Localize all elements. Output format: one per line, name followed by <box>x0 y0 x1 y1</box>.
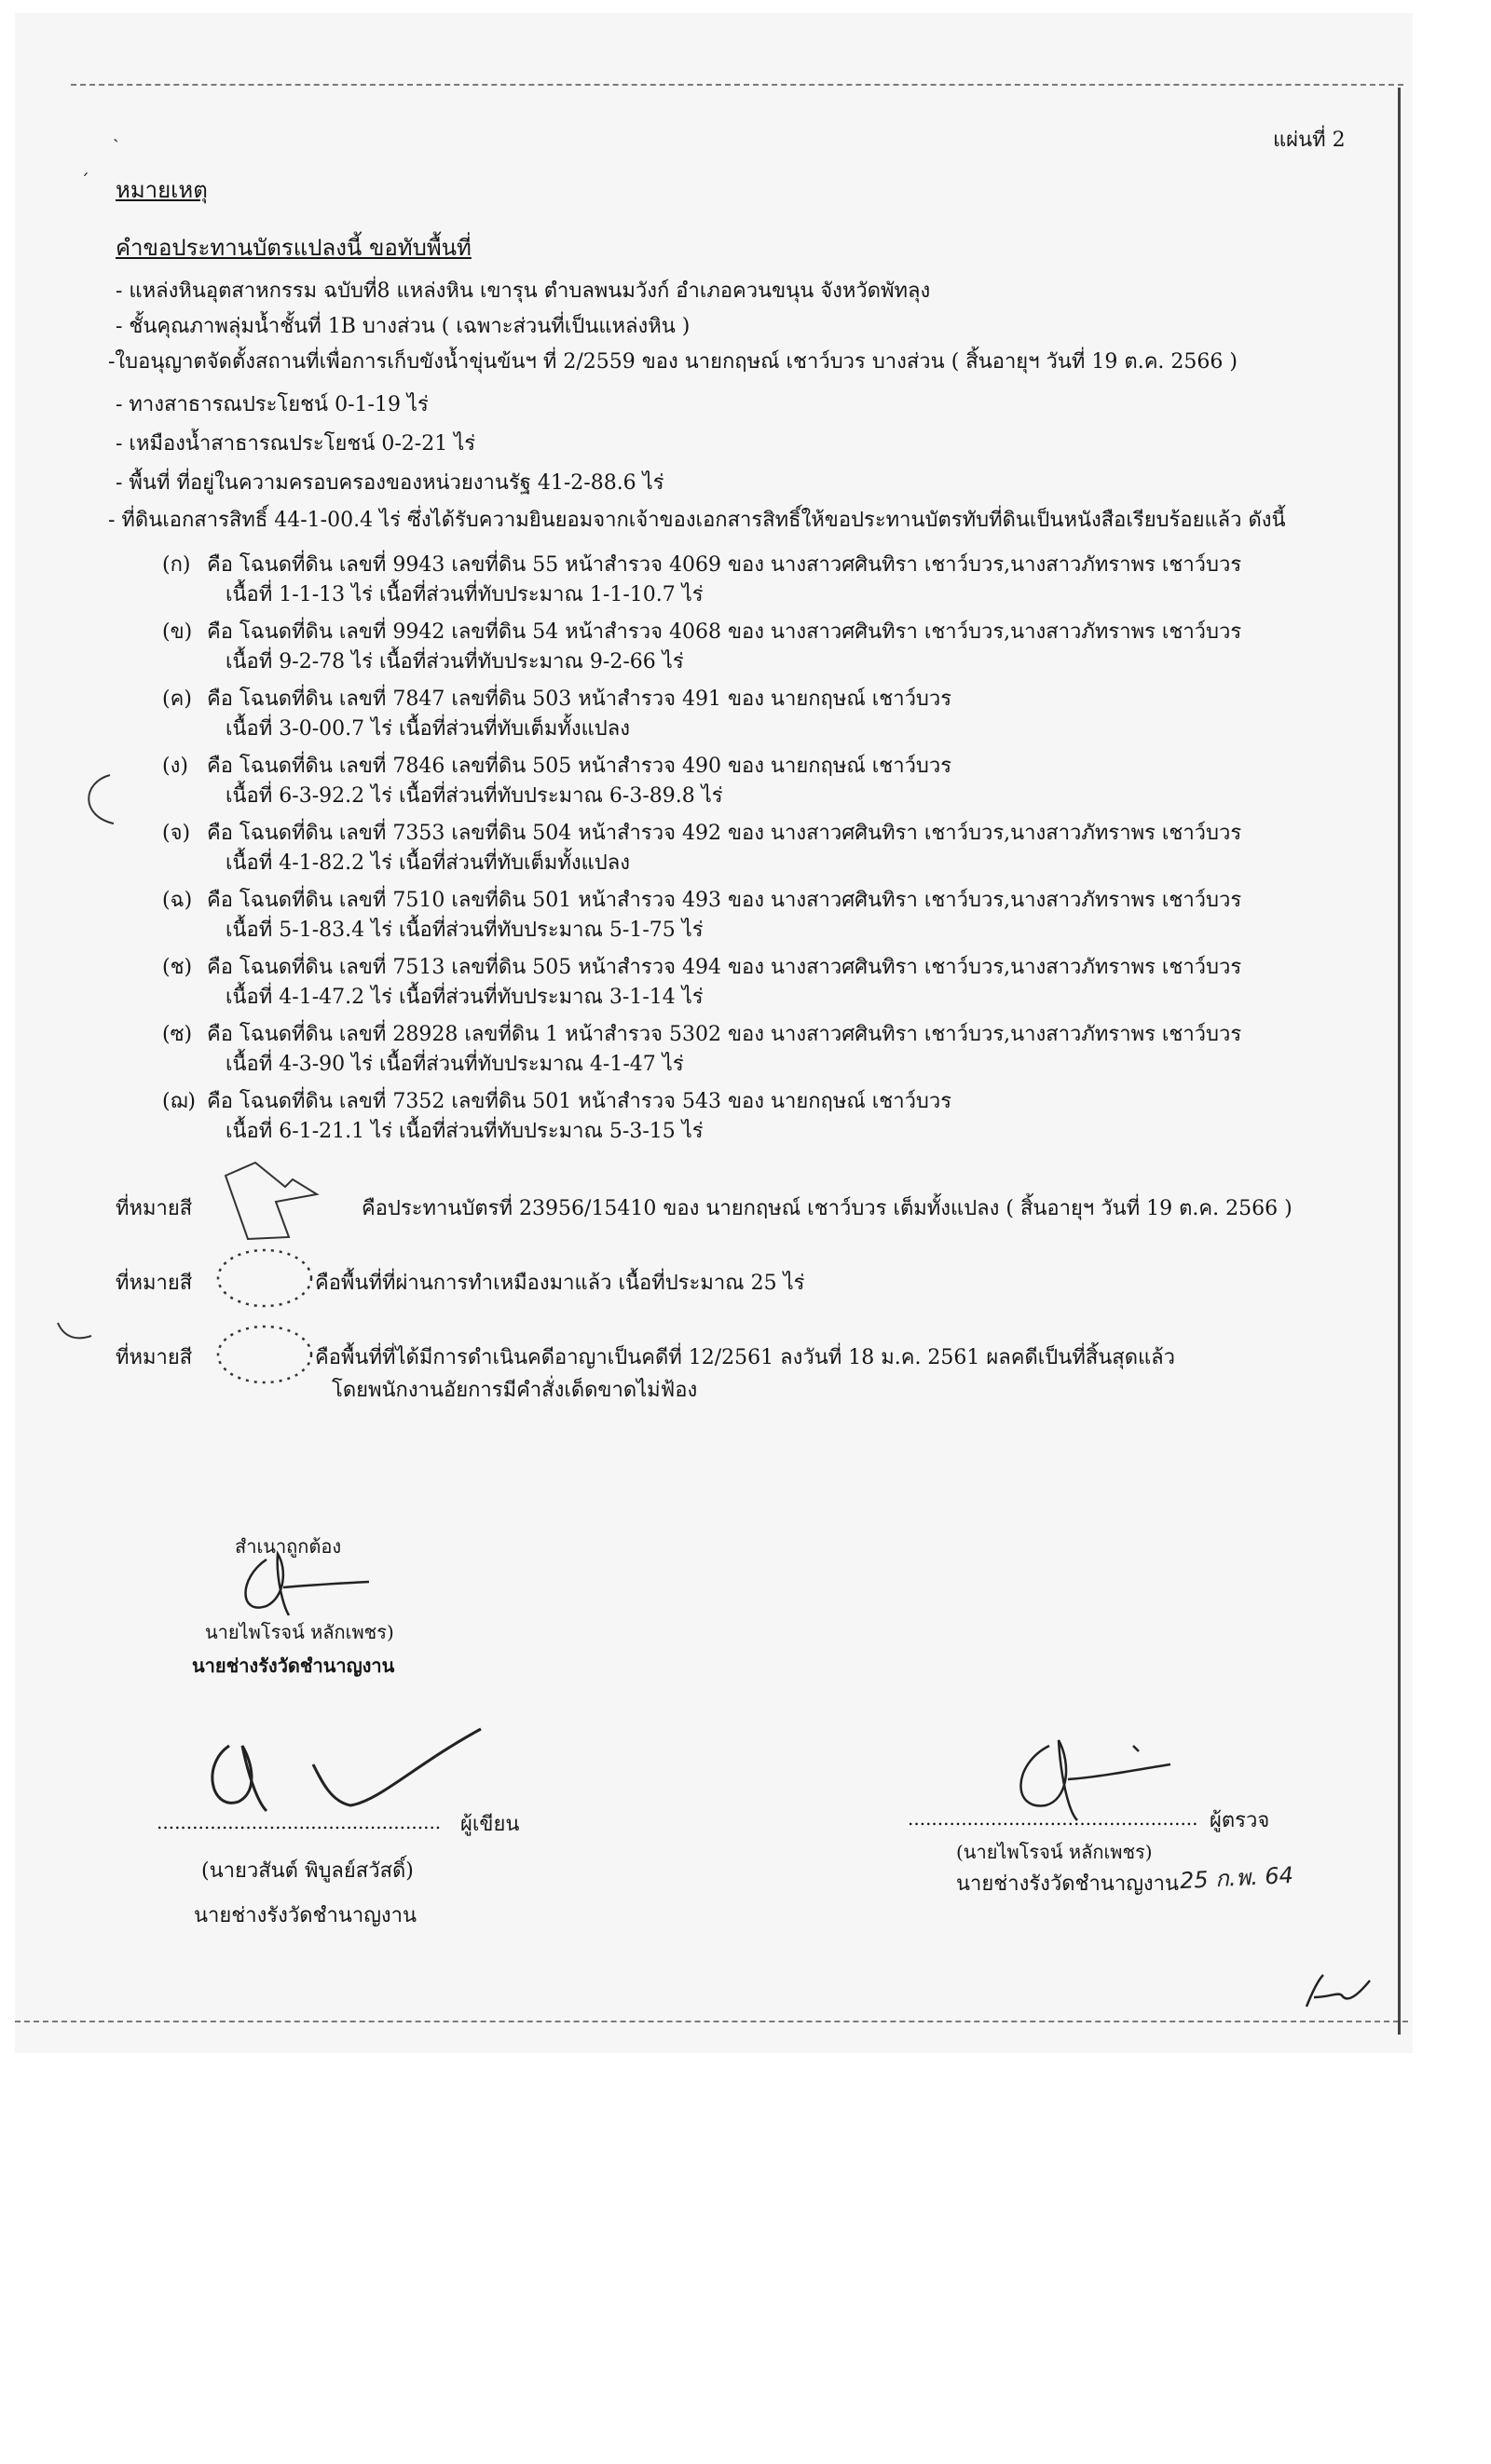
legend-label: ที่หมายสี <box>116 1346 193 1369</box>
overlap-item: -ใบอนุญาตจัดตั้งสถานที่เพื่อการเก็บขังน้ำขุ่นข้นฯ ที่ 2/2559 ของ นายกฤษณ์ เชาว์บวร บางส่วน ( สิ้นอายุฯ วันที่ 19 ต.ค. 2566 ) <box>108 350 1238 374</box>
scanned-document-page <box>15 13 1413 2053</box>
margin-bracket-mark <box>73 769 119 835</box>
mined-area-dotted-symbol <box>211 1241 322 1315</box>
certify-name: นายไพโรจน์ หลักเพชร) <box>205 1621 394 1643</box>
parcel-area: เนื้อที่ 3-0-00.7 ไร่ เนื้อที่ส่วนที่ทับเต็มทั้งแปลง <box>226 717 630 741</box>
initials-mark <box>1301 1969 1375 2016</box>
parcel-area: เนื้อที่ 6-1-21.1 ไร่ เนื้อที่ส่วนที่ทับประมาณ 5-3-15 ไร่ <box>226 1120 704 1143</box>
overlap-item: - ที่ดินเอกสารสิทธิ์ 44-1-00.4 ไร่ ซึ่งได้รับความยินยอมจากเจ้าของเอกสารสิทธิ์ให้ขอประทานบัตรทับที่ดินเป็นหนังสือเรียบร้อยแล้ว ดังนี้ <box>108 509 1286 532</box>
parcel-area: เนื้อที่ 5-1-83.4 ไร่ เนื้อที่ส่วนที่ทับประมาณ 5-1-75 ไร่ <box>226 919 704 942</box>
writer-name: (นายวสันต์ พิบูลย์สวัสดิ์) <box>201 1859 414 1883</box>
overlap-item: - แหล่งหินอุตสาหกรรม ฉบับที่8 แหล่งหิน เขารุน ตำบลพนมวังก์ อำเภอควนขนุน จังหวัดพัทลุง <box>116 279 931 303</box>
certify-label: สำเนาถูกต้อง <box>235 1535 342 1558</box>
legend-label: ที่หมายสี <box>116 1197 193 1220</box>
legend-text: คือพื้นที่ที่ผ่านการทำเหมืองมาแล้ว เนื้อที่ประมาณ 25 ไร่ <box>315 1272 805 1295</box>
writer-dotted-line: ................................................ <box>157 1811 442 1833</box>
page-number: แผ่นที่ 2 <box>1273 129 1346 152</box>
parcel-area: เนื้อที่ 6-3-92.2 ไร่ เนื้อที่ส่วนที่ทับประมาณ 6-3-89.8 ไร่ <box>226 784 723 808</box>
parcel-line: คือ โฉนดที่ดิน เลขที่ 7847 เลขที่ดิน 503 หน้าสำรวจ 491 ของ นายกฤษณ์ เชาว์บวร <box>207 687 952 711</box>
legend-text: คือประทานบัตรที่ 23956/15410 ของ นายกฤษณ์ เชาว์บวร เต็มทั้งแปลง ( สิ้นอายุฯ วันที่ 19 ต.ค. 2566 ) <box>362 1197 1293 1220</box>
writer-role: ผู้เขียน <box>460 1813 520 1836</box>
parcel-line: คือ โฉนดที่ดิน เลขที่ 7513 เลขที่ดิน 505 หน้าสำรวจ 494 ของ นางสาวศศินทิรา เชาว์บวร,นางสาวภัทราพร เชาว์บวร <box>207 956 1242 979</box>
parcel-mark: (ก) <box>162 553 191 577</box>
parcel-mark: (จ) <box>162 822 191 845</box>
checker-dotted-line: ................................................. <box>908 1807 1198 1830</box>
parcel-area: เนื้อที่ 4-1-47.2 ไร่ เนื้อที่ส่วนที่ทับประมาณ 3-1-14 ไร่ <box>226 986 704 1009</box>
case-area-dotted-symbol <box>211 1317 322 1392</box>
parcel-area: เนื้อที่ 1-1-13 ไร่ เนื้อที่ส่วนที่ทับประมาณ 1-1-10.7 ไร่ <box>226 583 704 606</box>
parcel-line: คือ โฉนดที่ดิน เลขที่ 28928 เลขที่ดิน 1 หน้าสำรวจ 5302 ของ นางสาวศศินทิรา เชาว์บวร,นางสาวภัทราพร เชาว์บวร <box>207 1023 1242 1046</box>
checker-title: นายช่างรังวัดชำนาญงาน <box>956 1872 1180 1896</box>
margin-check-mark <box>52 1317 99 1355</box>
concession-polygon-symbol <box>220 1159 322 1243</box>
parcel-mark: (ค) <box>162 687 192 711</box>
parcel-line: คือ โฉนดที่ดิน เลขที่ 7353 เลขที่ดิน 504 หน้าสำรวจ 492 ของ นางสาวศศินทิรา เชาว์บวร,นางสาวภัทราพร เชาว์บวร <box>207 822 1242 845</box>
parcel-mark: (ช) <box>162 956 193 979</box>
overlap-item: - เหมืองน้ำสาธารณประโยชน์ 0-2-21 ไร่ <box>116 432 476 456</box>
parcel-line: คือ โฉนดที่ดิน เลขที่ 9943 เลขที่ดิน 55 หน้าสำรวจ 4069 ของ นางสาวศศินทิรา เชาว์บวร,นางสาวภัทราพร เชาว์บวร <box>207 553 1242 577</box>
parcel-mark: (ซ) <box>162 1023 193 1046</box>
writer-title: นายช่างรังวัดชำนาญงาน <box>194 1904 417 1927</box>
right-scan-edge <box>1398 88 1401 2035</box>
top-scan-edge <box>71 84 1403 86</box>
parcel-line: คือ โฉนดที่ดิน เลขที่ 7846 เลขที่ดิน 505 หน้าสำรวจ 490 ของ นายกฤษณ์ เชาว์บวร <box>207 755 952 778</box>
bottom-scan-edge <box>15 2021 1408 2022</box>
stray-mark: ˊ <box>80 170 89 192</box>
parcel-line: คือ โฉนดที่ดิน เลขที่ 7510 เลขที่ดิน 501 หน้าสำรวจ 493 ของ นางสาวศศินทิรา เชาว์บวร,นางสาวภัทราพร เชาว์บวร <box>207 889 1242 912</box>
overlap-item: - พื้นที่ ที่อยู่ในความครอบครองของหน่วยงานรัฐ 41-2-88.6 ไร่ <box>116 471 664 495</box>
parcel-mark: (ฉ) <box>162 889 193 912</box>
stray-mark: ˎ <box>113 120 119 143</box>
parcel-area: เนื้อที่ 4-1-82.2 ไร่ เนื้อที่ส่วนที่ทับเต็มทั้งแปลง <box>226 851 630 875</box>
parcel-mark: (ฌ) <box>162 1090 196 1113</box>
request-heading: คำขอประทานบัตรแปลงนี้ ขอทับพื้นที่ <box>116 235 472 261</box>
checker-handwritten-date: 25 ก.พ. 64 <box>1179 1861 1294 1895</box>
parcel-line: คือ โฉนดที่ดิน เลขที่ 9942 เลขที่ดิน 54 หน้าสำรวจ 4068 ของ นางสาวศศินทิรา เชาว์บวร,นางสาวภัทราพร เชาว์บวร <box>207 620 1242 644</box>
certify-title: นายช่างรังวัดชำนาญงาน <box>192 1654 395 1677</box>
legend-text: คือพื้นที่ที่ได้มีการดำเนินคดีอาญาเป็นคดีที่ 12/2561 ลงวันที่ 18 ม.ค. 2561 ผลคดีเป็นที่สิ้นสุดแล้ว <box>315 1346 1176 1369</box>
notes-heading: หมายเหตุ <box>116 177 208 203</box>
parcel-area: เนื้อที่ 4-3-90 ไร่ เนื้อที่ส่วนที่ทับประมาณ 4-1-47 ไร่ <box>226 1053 684 1076</box>
legend-text-continued: โดยพนักงานอัยการมีคำสั่งเด็ดขาดไม่ฟ้อง <box>332 1379 698 1402</box>
parcel-mark: (ข) <box>162 620 193 644</box>
parcel-area: เนื้อที่ 9-2-78 ไร่ เนื้อที่ส่วนที่ทับประมาณ 9-2-66 ไร่ <box>226 650 684 674</box>
overlap-item: - ทางสาธารณประโยชน์ 0-1-19 ไร่ <box>116 393 429 416</box>
overlap-item: - ชั้นคุณภาพลุ่มน้ำชั้นที่ 1B บางส่วน ( เฉพาะส่วนที่เป็นแหล่งหิน ) <box>116 315 691 338</box>
parcel-line: คือ โฉนดที่ดิน เลขที่ 7352 เลขที่ดิน 501 หน้าสำรวจ 543 ของ นายกฤษณ์ เชาว์บวร <box>207 1090 952 1113</box>
legend-label: ที่หมายสี <box>116 1272 193 1295</box>
parcel-mark: (ง) <box>162 755 188 778</box>
checker-name: (นายไพโรจน์ หลักเพชร) <box>956 1841 1153 1863</box>
checker-role: ผู้ตรวจ <box>1210 1809 1270 1832</box>
